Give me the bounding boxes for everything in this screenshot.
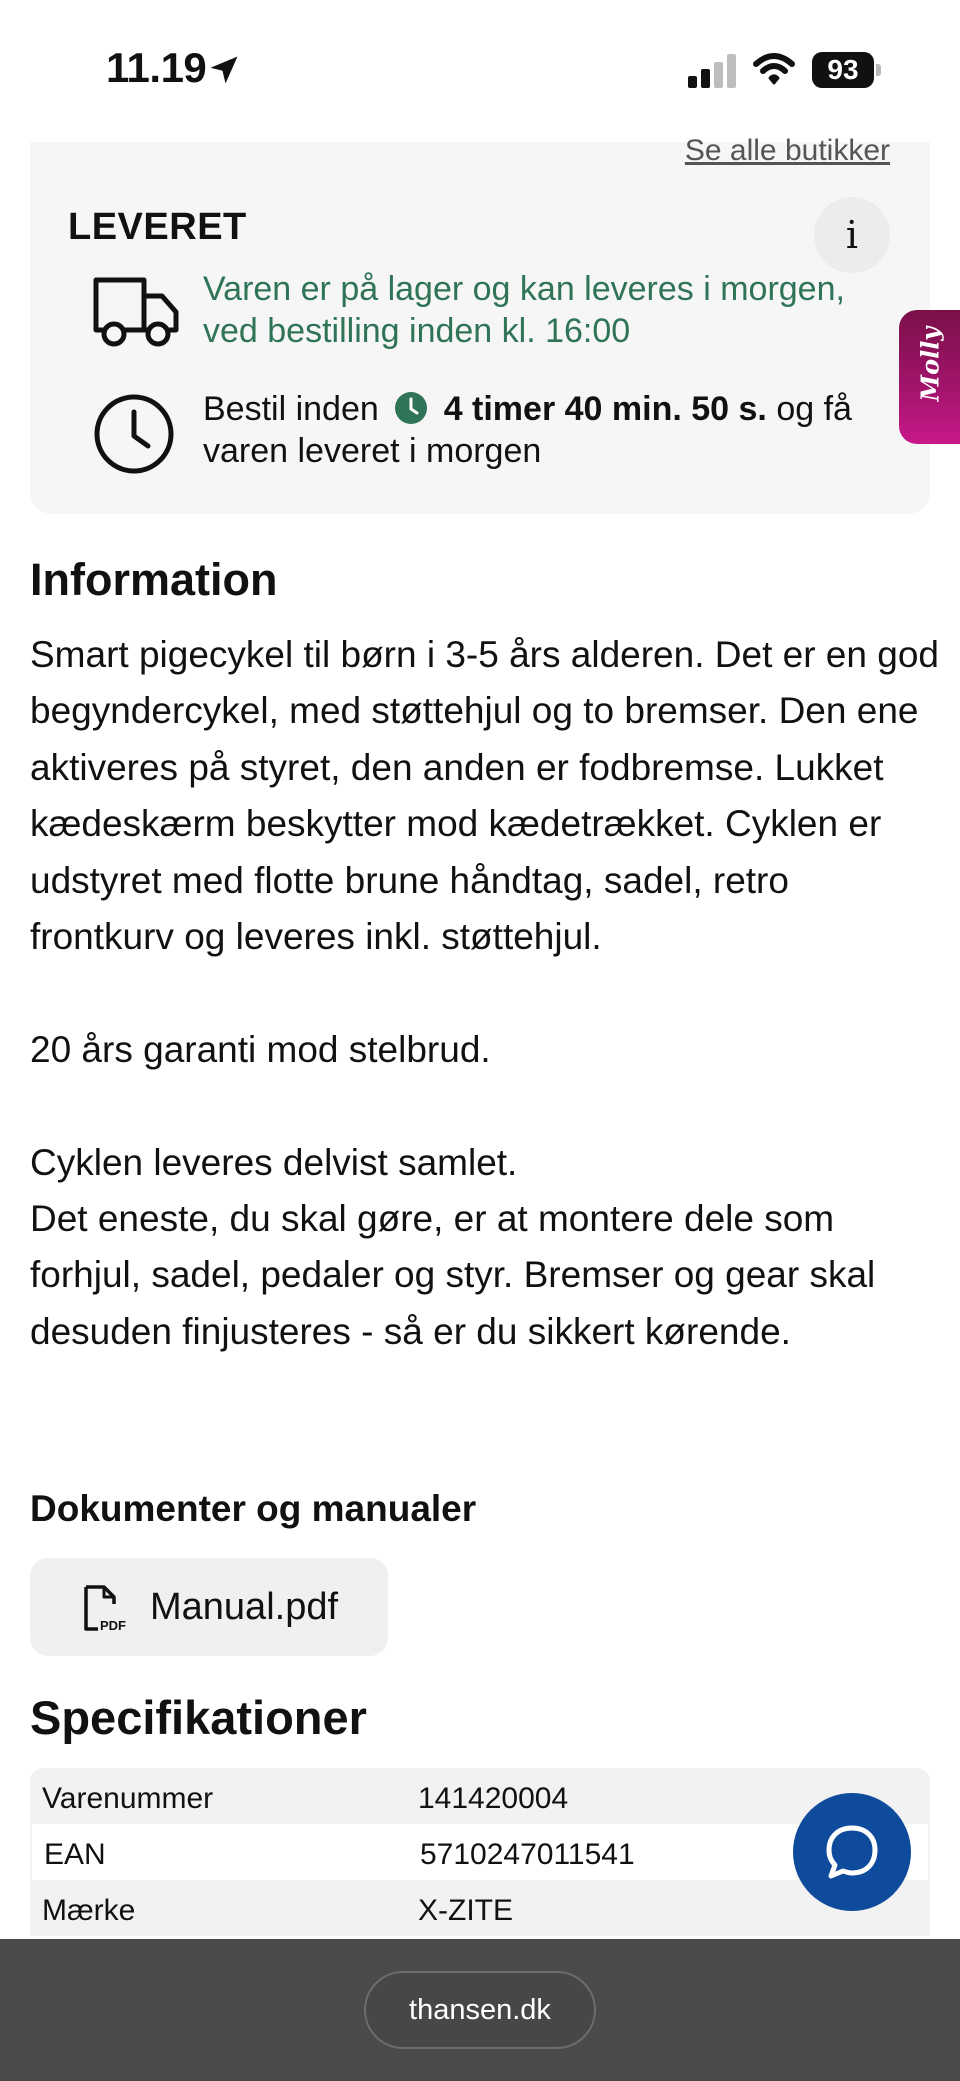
spec-key: EAN — [44, 1838, 106, 1871]
chat-button[interactable] — [793, 1793, 911, 1911]
delivery-heading: LEVERET — [68, 206, 247, 248]
location-arrow-icon — [206, 52, 242, 88]
clock-icon — [92, 392, 176, 476]
delivery-card — [30, 134, 930, 514]
specifications-title: Specifikationer — [30, 1691, 367, 1744]
battery-level: 93 — [812, 52, 874, 88]
cellular-signal-icon — [686, 54, 738, 88]
status-time: 11.19 — [106, 44, 207, 91]
wifi-icon — [752, 50, 796, 88]
spec-value: 5710247011541 — [420, 1838, 635, 1871]
svg-text:PDF: PDF — [100, 1618, 126, 1632]
info-paragraph: Smart pigecykel til børn i 3-5 års alderen. Det er en god begyndercykel, med støttehjul og to bremser. Den ene aktiveres på styret, den anden er fodbremse. Lukket kædeskærm beskytter mod kædetrækket. Cyklen er udstyret med flotte brune håndtag, sadel, retro frontkurv og leveres inkl. støttehjul. — [30, 634, 939, 958]
molly-assistant-tab[interactable] — [899, 310, 960, 444]
order-prefix: Bestil inden — [203, 390, 379, 428]
molly-label: Molly — [915, 326, 945, 402]
information-body — [30, 627, 940, 1360]
url-bar[interactable]: thansen.dk — [364, 1971, 596, 2049]
countdown-timer: 4 timer 40 min. 50 s. — [443, 390, 767, 428]
info-paragraph: 20 års garanti mod stelbrud. — [30, 1028, 491, 1070]
chat-bubble-icon — [823, 1823, 881, 1881]
see-all-stores-link[interactable]: Se alle butikker — [684, 134, 890, 167]
table-row — [30, 1768, 930, 1824]
battery-cap — [876, 64, 881, 76]
browser-bar — [0, 1939, 960, 2081]
info-paragraph: Cyklen leveres delvist samlet. — [30, 1141, 518, 1183]
table-row — [30, 1880, 930, 1936]
spec-key: Varenummer — [42, 1782, 214, 1815]
spec-value: 141420004 — [418, 1782, 569, 1815]
manual-label: Manual.pdf — [150, 1586, 339, 1628]
truck-icon — [90, 272, 182, 352]
order-deadline-text — [203, 388, 903, 472]
documents-title: Dokumenter og manualer — [30, 1488, 477, 1529]
order-suffix: og få varen leveret i morgen — [203, 390, 852, 470]
stock-status-text: Varen er på lager og kan leveres i morgen, ved bestilling inden kl. 16:00 — [203, 270, 845, 350]
countdown-clock-icon — [394, 391, 428, 425]
spec-value: X-ZITE — [418, 1894, 513, 1927]
info-paragraph: Det eneste, du skal gøre, er at montere dele som forhjul, sadel, pedaler og styr. Bremser og gear skal desuden finjusteres - så er du sikkert kørende. — [30, 1198, 876, 1352]
delivery-info-button[interactable]: i — [814, 197, 890, 273]
information-title: Information — [30, 554, 278, 605]
spec-key: Mærke — [42, 1894, 136, 1927]
battery-indicator — [812, 52, 880, 88]
status-bar — [0, 0, 960, 142]
manual-pdf-button[interactable] — [30, 1558, 388, 1656]
pdf-file-icon — [82, 1584, 128, 1632]
